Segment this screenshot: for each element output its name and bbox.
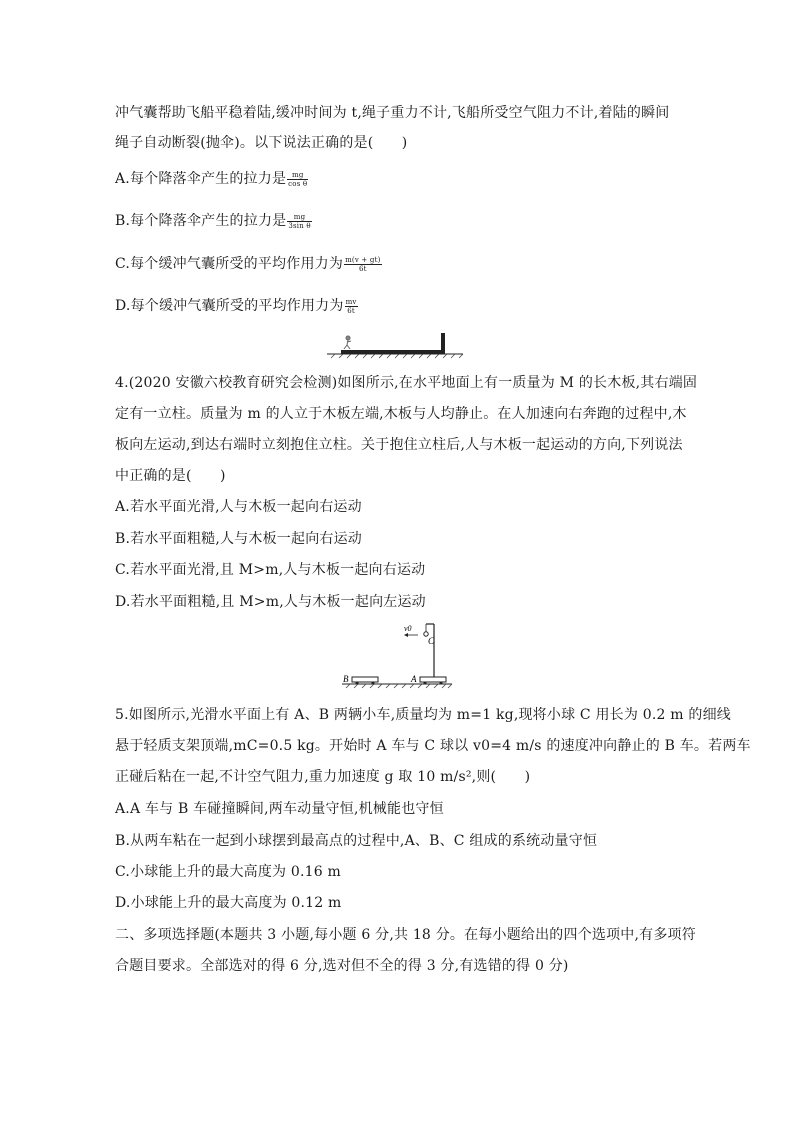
label-v0: v0	[404, 624, 412, 633]
label-b: B	[343, 674, 349, 684]
q5-text-line-2: 悬于轻质支架顶端,mC=0.5 kg。开始时 A 车与 C 球以 v0=4 m/s 的速度冲向静止的 B 车。若两车	[115, 738, 751, 754]
q4-text-line-3: 板向左运动,到达右端时立刻抱住立柱。关于抱住立柱后,人与木板一起运动的方向,下列说法	[115, 437, 683, 453]
q3-option-b: B.每个降落伞产生的拉力是 $\frac{mg}{\text{3sin θ}}$	[115, 212, 311, 230]
q5-option-b: B.从两车粘在一起到小球摆到最高点的过程中,A、B、C 组成的系统动量守恒	[115, 833, 598, 849]
car-a	[420, 677, 446, 682]
q4-option-b: B.若水平面粗糙,人与木板一起向右运动	[115, 531, 362, 547]
q5-text-line-1: 5.如图所示,光滑水平面上有 A、B 两辆小车,质量均为 m=1 kg,现将小球 C 用长为 0.2 m 的细线	[115, 707, 731, 723]
q4-text-line-2: 定有一立柱。质量为 m 的人立于木板左端,木板与人均静止。在人加速向右奔跑的过程中,木	[115, 406, 687, 422]
q5-text-line-3: 正碰后粘在一起,不计空气阻力,重力加速度 g 取 10 m/s²,则( )	[115, 769, 531, 785]
figure-cars-pendulum	[340, 618, 460, 693]
q3-option-a: A.每个降落伞产生的拉力是 $\frac{mg}{\text{cos θ}}$	[115, 170, 308, 188]
q4-option-c: C.若水平面光滑,且 M>m,人与木板一起向右运动	[115, 562, 426, 578]
q5-option-a: A.A 车与 B 车碰撞瞬间,两车动量守恒,机械能也守恒	[115, 801, 444, 817]
label-c: C	[428, 636, 435, 646]
runner-figure	[344, 336, 351, 349]
post	[441, 333, 445, 351]
q3-option-d: D.每个缓冲气囊所受的平均作用力为 $\frac{mv}{6t}$	[115, 297, 357, 315]
q3-option-c: C.每个缓冲气囊所受的平均作用力为 $\frac{m(v + gt)}{6t}$	[115, 255, 381, 273]
fraction-a: $\frac{mg}{\text{cos θ}}$	[288, 170, 308, 188]
long-board	[341, 350, 445, 354]
ground-hatching	[331, 354, 463, 358]
q4-text-line-4: 中正确的是( )	[115, 468, 226, 484]
q4-option-a: A.若水平面光滑,人与木板一起向右运动	[115, 499, 362, 515]
q5-option-d: D.小球能上升的最大高度为 0.12 m	[115, 895, 342, 911]
fraction-b: $\frac{mg}{\text{3sin θ}}$	[288, 212, 311, 230]
q3-text-line-1: 冲气囊帮助飞船平稳着陆,缓冲时间为 t,绳子重力不计,飞船所受空气阻力不计,着陆的瞬间	[115, 105, 670, 121]
q5-option-c: C.小球能上升的最大高度为 0.16 m	[115, 864, 342, 880]
q3-text-line-2: 绳子自动断裂(抛伞)。以下说法正确的是( )	[115, 135, 408, 151]
car-b	[352, 677, 378, 682]
q4-text-line-1: 4.(2020 安徽六校教育研究会检测)如图所示,在水平地面上有一质量为 M 的长木板,其右端固	[115, 375, 698, 391]
q4-option-d: D.若水平面粗糙,且 M>m,人与木板一起向左运动	[115, 594, 426, 610]
section2-heading-line-1: 二、多项选择题(本题共 3 小题,每小题 6 分,共 18 分。在每小题给出的四个选项中,有多项符	[115, 927, 696, 943]
fraction-c: $\frac{m(v + gt)}{6t}$	[345, 255, 381, 273]
fraction-d: $\frac{mv}{6t}$	[345, 297, 357, 315]
ground-hatching	[346, 684, 452, 688]
label-a: A	[411, 674, 417, 684]
figure-board-with-post	[325, 330, 465, 360]
section2-heading-line-2: 合题目要求。全部选对的得 6 分,选对但不全的得 3 分,有选错的得 0 分)	[115, 958, 569, 974]
